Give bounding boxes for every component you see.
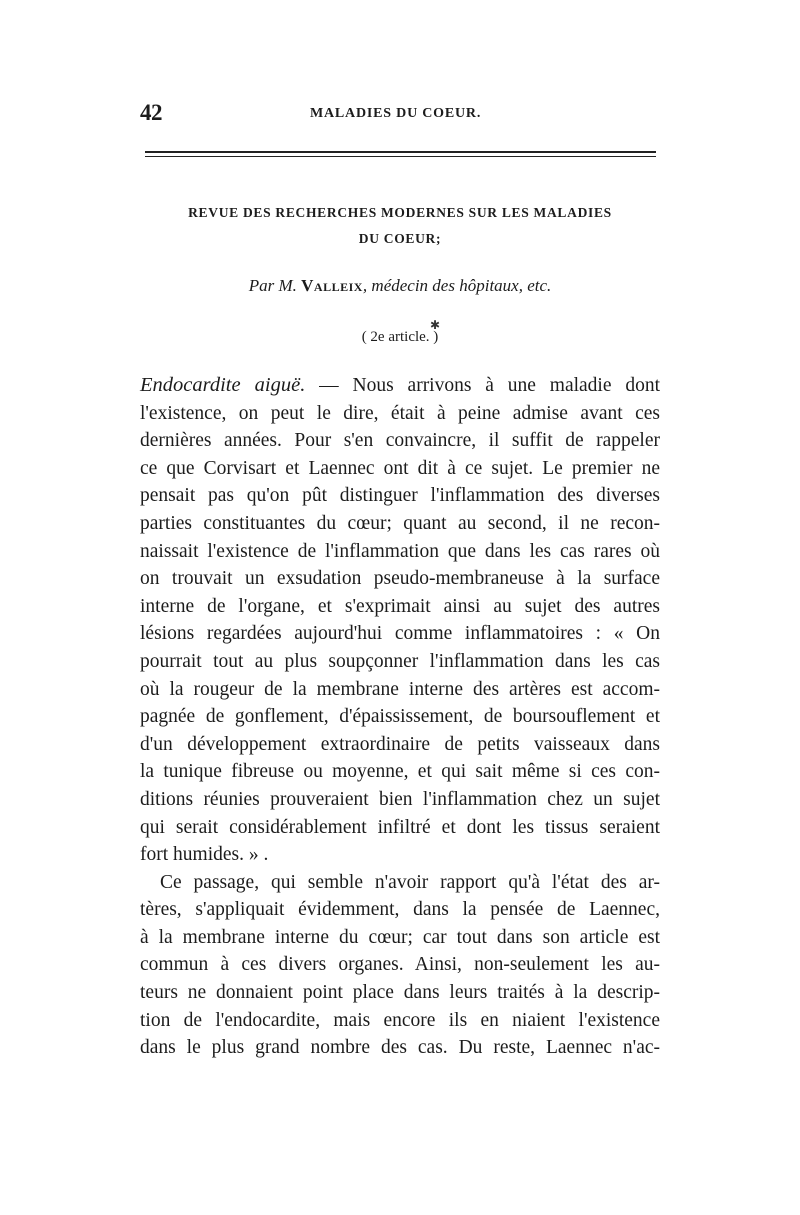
header-rule-thin [145, 156, 656, 157]
text-line: à la membrane interne du cœur; car tout dans son article est [140, 926, 660, 948]
article-title-line: REVUE DES RECHERCHES MODERNES SUR LES MALADIES [188, 205, 612, 220]
byline-prefix: Par M. [248, 276, 302, 295]
text-line: dans le plus grand nombre des cas. Du reste, Laennec n'ac- [140, 1037, 660, 1059]
text-line: fort humides. » . [140, 844, 269, 866]
article-title-line: DU COEUR; [358, 231, 442, 246]
text-line: ditions réunies prouveraient bien l'inflammation chez un sujet [140, 788, 660, 810]
text-line: commun à ces divers organes. Ainsi, non-seulement les au- [140, 954, 660, 976]
text-line: teurs ne donnaient point place dans leurs traités à la descrip- [140, 982, 660, 1004]
byline [140, 276, 660, 296]
text-line: d'un développement extraordinaire de petits vaisseaux dans [140, 733, 660, 755]
text-line: on trouvait un exsudation pseudo-membraneuse à la surface [140, 568, 660, 590]
text-line: lésions regardées aujourd'hui comme inflammatoires : « On [140, 623, 660, 645]
text-line: la tunique fibreuse ou moyenne, et qui sait même si ces con- [140, 761, 660, 783]
page-number: 42 [140, 100, 162, 125]
header-rule-thick [145, 151, 656, 153]
text-line: tion de l'endocardite, mais encore ils en niaient l'existence [140, 1009, 660, 1031]
text-line-content: — Nous arrivons à une maladie dont [305, 375, 661, 396]
body-text [140, 372, 660, 1062]
byline-suffix: , médecin des hôpitaux, etc. [362, 276, 552, 295]
text-line: pourrait tout au plus soupçonner l'inflammation dans les cas [140, 650, 660, 672]
ornament-icon: ✱ [430, 318, 441, 332]
article-title [140, 200, 660, 252]
author-name: Valleix [301, 276, 363, 295]
article-number: ( 2e article. ) [361, 329, 439, 345]
text-line: où la rougeur de la membrane interne des artères est accom- [140, 678, 660, 700]
text-line: Ce passage, qui semble n'avoir rapport qu'à l'état des ar- [160, 871, 660, 893]
text-line: l'existence, on peut le dire, était à peine admise avant ces [140, 402, 660, 424]
text-line: naissait l'existence de l'inflammation que dans les cas rares où [140, 540, 660, 562]
running-head: MALADIES DU COEUR. [310, 106, 482, 121]
section-subhead: Endocardite aiguë. [140, 374, 306, 396]
text-line: qui serait considérablement infiltré et dont les tissus seraient [140, 816, 660, 838]
text-line: ce que Corvisart et Laennec ont dit à ce sujet. Le premier ne [140, 457, 660, 479]
text-line: tères, s'appliquait évidemment, dans la pensée de Laennec, [140, 899, 660, 921]
text-line: interne de l'organe, et s'exprimait ainsi au sujet des autres [140, 595, 660, 617]
text-line: pagnée de gonflement, d'épaississement, de boursouflement et [140, 706, 660, 728]
text-line: parties constituantes du cœur; quant au second, il ne recon- [140, 512, 660, 534]
text-line: pensait pas qu'on pût distinguer l'inflammation des diverses [140, 485, 660, 507]
text-line [140, 372, 660, 400]
text-line: dernières années. Pour s'en convaincre, il suffit de rappeler [140, 430, 660, 452]
